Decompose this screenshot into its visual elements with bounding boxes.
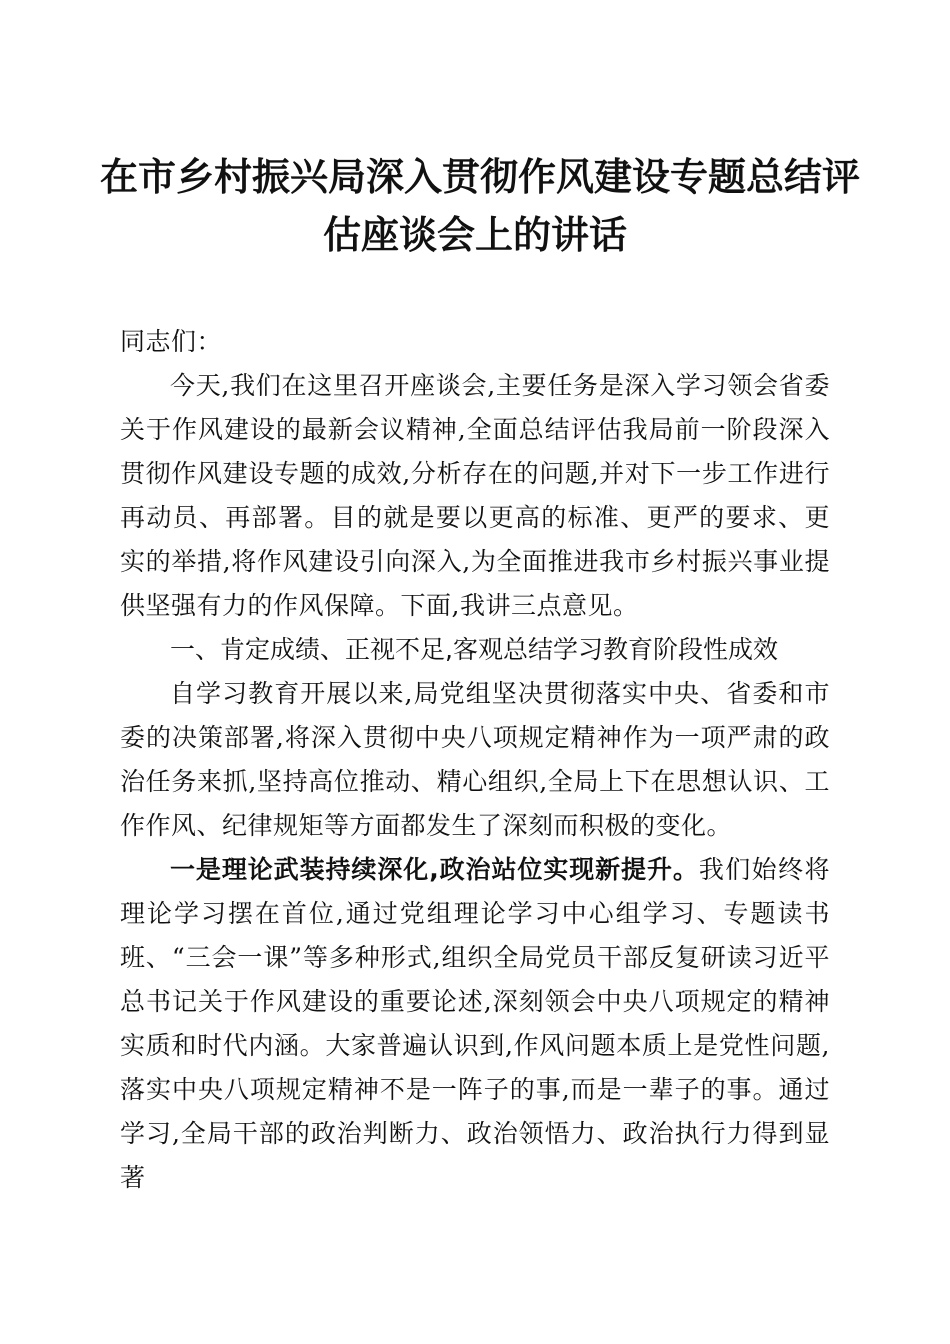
section-heading-1: 一、肯定成绩、正视不足,客观总结学习教育阶段性成效 [170, 635, 778, 664]
document-body [120, 320, 830, 1200]
point-1-paragraph [120, 848, 830, 1200]
salutation: 同志们： [120, 327, 223, 356]
intro-paragraph: 今天,我们在这里召开座谈会,主要任务是深入学习领会省委关于作风建设的最新会议精神,全面总结评估我局前一阶段深入贯彻作风建设专题的成效,分析存在的问题,并对下一步工作进行再动员、再部署。目的就是要以更高的标准、更严的要求、更实的举措,将作风建设引向深入,为全面推进我市乡村振兴事业提供坚强有力的作风保障。下面,我讲三点意见。 [120, 371, 830, 620]
document-title-line-1: 在市乡村振兴局深入贯彻作风建设专题总结评 [100, 154, 861, 199]
point-1-text: 我们始终将理论学习摆在首位,通过党组理论学习中心组学习、专题读书班、“三会一课”等多种形式,组织全局党员干部反复研读习近平总书记关于作风建设的重要论述,深刻领会中央八项规定的精神实质和时代内涵。大家普遍认识到,作风问题本质上是党性问题,落实中央八项规定精神不是一阵子的事,而是一辈子的事。通过学习,全局干部的政治判断力、政治领悟力、政治执行力得到显著 [120, 855, 830, 1192]
point-1-lead: 一是理论武装持续深化,政治站位实现新提升。 [170, 855, 699, 884]
section-1-intro-paragraph: 自学习教育开展以来,局党组坚决贯彻落实中央、省委和市委的决策部署,将深入贯彻中央八项规定精神作为一项严肃的政治任务来抓,坚持高位推动、精心组织,全局上下在思想认识、工作作风、纪律规矩等方面都发生了深刻而积极的变化。 [120, 679, 830, 840]
document-title-line-2: 估座谈会上的讲话 [322, 212, 627, 257]
